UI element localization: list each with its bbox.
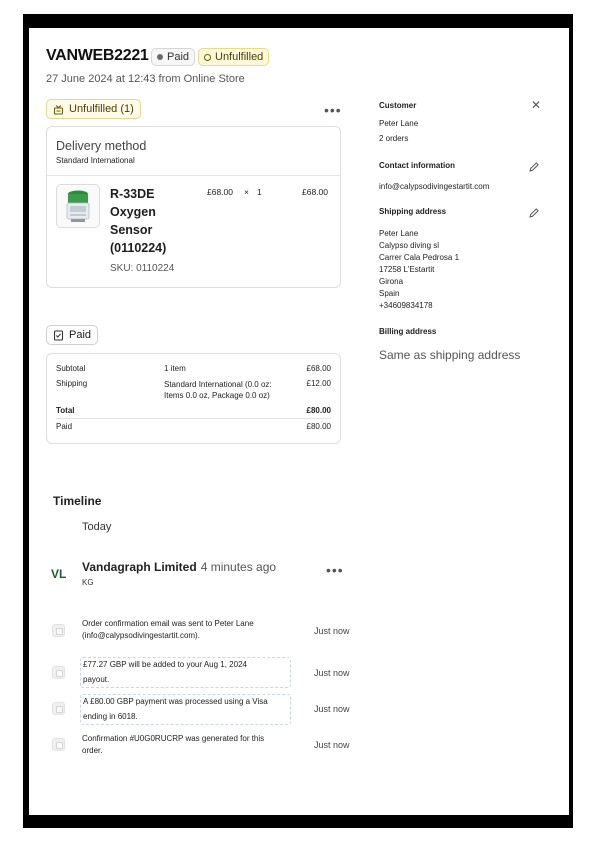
order-subtitle: 27 June 2024 at 12:43 from Online Store xyxy=(46,73,245,85)
unfulfilled-chip-label: Unfulfilled (1) xyxy=(69,103,134,115)
paid-amount: £80.00 xyxy=(306,422,331,431)
timeline-event xyxy=(82,733,297,757)
order-id: VANWEB2221 xyxy=(46,47,149,64)
address-line: Carrer Cala Pedrosa 1 xyxy=(379,253,460,262)
receipt-check-icon xyxy=(53,330,64,341)
customer-section-title: Customer xyxy=(379,101,417,110)
address-line: 17258 L'Estartit xyxy=(379,265,435,274)
event-marker-icon xyxy=(52,624,65,637)
payment-status-label: Paid xyxy=(167,51,190,63)
timeline-event xyxy=(80,657,291,688)
total-label: Total xyxy=(56,406,75,415)
paid-label: Paid xyxy=(56,422,73,431)
billing-address-value: Same as shipping address xyxy=(379,348,521,362)
unfulfilled-ring-icon xyxy=(204,54,211,61)
entry-time: 4 minutes ago xyxy=(200,560,277,574)
card-divider xyxy=(47,175,340,176)
product-sku: SKU: 0110224 xyxy=(110,263,175,274)
delivery-method-title: Delivery method xyxy=(56,139,147,153)
timeline-event xyxy=(82,618,297,642)
event-marker-icon xyxy=(52,666,65,679)
address-line: Peter Lane xyxy=(379,229,419,238)
entry-author: Vandagraph Limited xyxy=(82,560,197,574)
fulfillment-more-button[interactable]: ••• xyxy=(324,102,342,118)
shipping-address-block xyxy=(379,228,459,312)
event-text-line: Confirmation #U0G0RUCRP was generated for this xyxy=(82,734,265,743)
timeline-heading: Timeline xyxy=(53,494,102,508)
unit-price: £68.00 xyxy=(207,187,233,197)
shipping-desc xyxy=(164,379,272,401)
payment-card xyxy=(46,353,341,444)
event-text-line: Order confirmation email was sent to Peter Lane xyxy=(82,619,254,628)
customer-name[interactable]: Peter Lane xyxy=(379,119,419,128)
total-divider xyxy=(56,418,331,419)
fulfillment-card xyxy=(46,126,341,288)
paid-dot-icon xyxy=(157,54,163,60)
address-line: Calypso diving sl xyxy=(379,241,440,250)
line-total: £68.00 xyxy=(302,187,328,197)
event-text-line: order. xyxy=(82,746,103,755)
total-amount: £80.00 xyxy=(306,406,331,415)
payment-status-badge xyxy=(151,48,195,66)
address-line: Spain xyxy=(379,289,400,298)
subtotal-desc: 1 item xyxy=(164,364,186,373)
contact-email[interactable]: info@calypsodivingestartit.com xyxy=(379,182,490,191)
event-text-line: £77.27 GBP will be added to your Aug 1, 2024 xyxy=(83,660,247,669)
address-line: Girona xyxy=(379,277,404,286)
oxygen-sensor-image xyxy=(61,188,95,224)
delivery-method-value: Standard International xyxy=(56,156,135,165)
quantity: 1 xyxy=(257,187,262,197)
paid-chip-label: Paid xyxy=(69,329,92,341)
product-thumbnail[interactable] xyxy=(56,184,100,228)
address-line: +34609834178 xyxy=(379,301,433,310)
event-text-line: ending in 6018. xyxy=(83,712,138,721)
order-page xyxy=(29,28,569,815)
event-text-line: payout. xyxy=(83,675,110,684)
shipping-desc-line: Items 0.0 oz, Package 0.0 oz) xyxy=(164,391,270,400)
fulfillment-status-badge xyxy=(198,48,269,66)
fulfillment-status-label: Unfulfilled xyxy=(215,51,264,63)
product-name-line: Oxygen xyxy=(110,205,156,219)
product-name-line: (0110224) xyxy=(110,241,167,255)
shipping-address-title: Shipping address xyxy=(379,207,447,216)
event-text-line: A £80.00 GBP payment was processed using a Visa xyxy=(83,697,268,706)
product-name[interactable] xyxy=(110,185,166,257)
timeline-today: Today xyxy=(82,521,112,533)
customer-orders[interactable]: 2 orders xyxy=(379,134,409,143)
event-time: Just now xyxy=(314,626,350,636)
package-icon xyxy=(53,104,64,115)
event-marker-icon xyxy=(52,738,65,751)
close-icon[interactable]: ✕ xyxy=(531,98,542,112)
author-avatar: VL xyxy=(51,567,67,581)
entry-sub-label: KG xyxy=(82,578,94,587)
shipping-amount: £12.00 xyxy=(306,379,331,388)
paid-chip xyxy=(46,325,98,345)
event-marker-icon xyxy=(52,702,65,715)
edit-contact-pencil-icon[interactable] xyxy=(528,161,540,173)
event-time: Just now xyxy=(314,740,350,750)
contact-info-title: Contact information xyxy=(379,161,455,170)
product-name-line: R-33DE xyxy=(110,187,155,201)
subtotal-label: Subtotal xyxy=(56,364,86,373)
product-name-line: Sensor xyxy=(110,223,153,237)
edit-shipping-pencil-icon[interactable] xyxy=(528,207,540,219)
billing-address-title: Billing address xyxy=(379,327,437,336)
timeline-entry-more-button[interactable]: ••• xyxy=(326,562,344,578)
times-sign: × xyxy=(244,187,249,197)
shipping-desc-line: Standard International (0.0 oz: xyxy=(164,380,272,389)
event-time: Just now xyxy=(314,704,350,714)
timeline-entry-header xyxy=(82,560,276,574)
timeline-event xyxy=(80,694,291,725)
shipping-label: Shipping xyxy=(56,379,88,388)
event-text-line: (info@calypsodivingestartit.com). xyxy=(82,631,200,640)
subtotal-amount: £68.00 xyxy=(306,364,331,373)
unfulfilled-chip xyxy=(46,99,141,119)
event-time: Just now xyxy=(314,668,350,678)
